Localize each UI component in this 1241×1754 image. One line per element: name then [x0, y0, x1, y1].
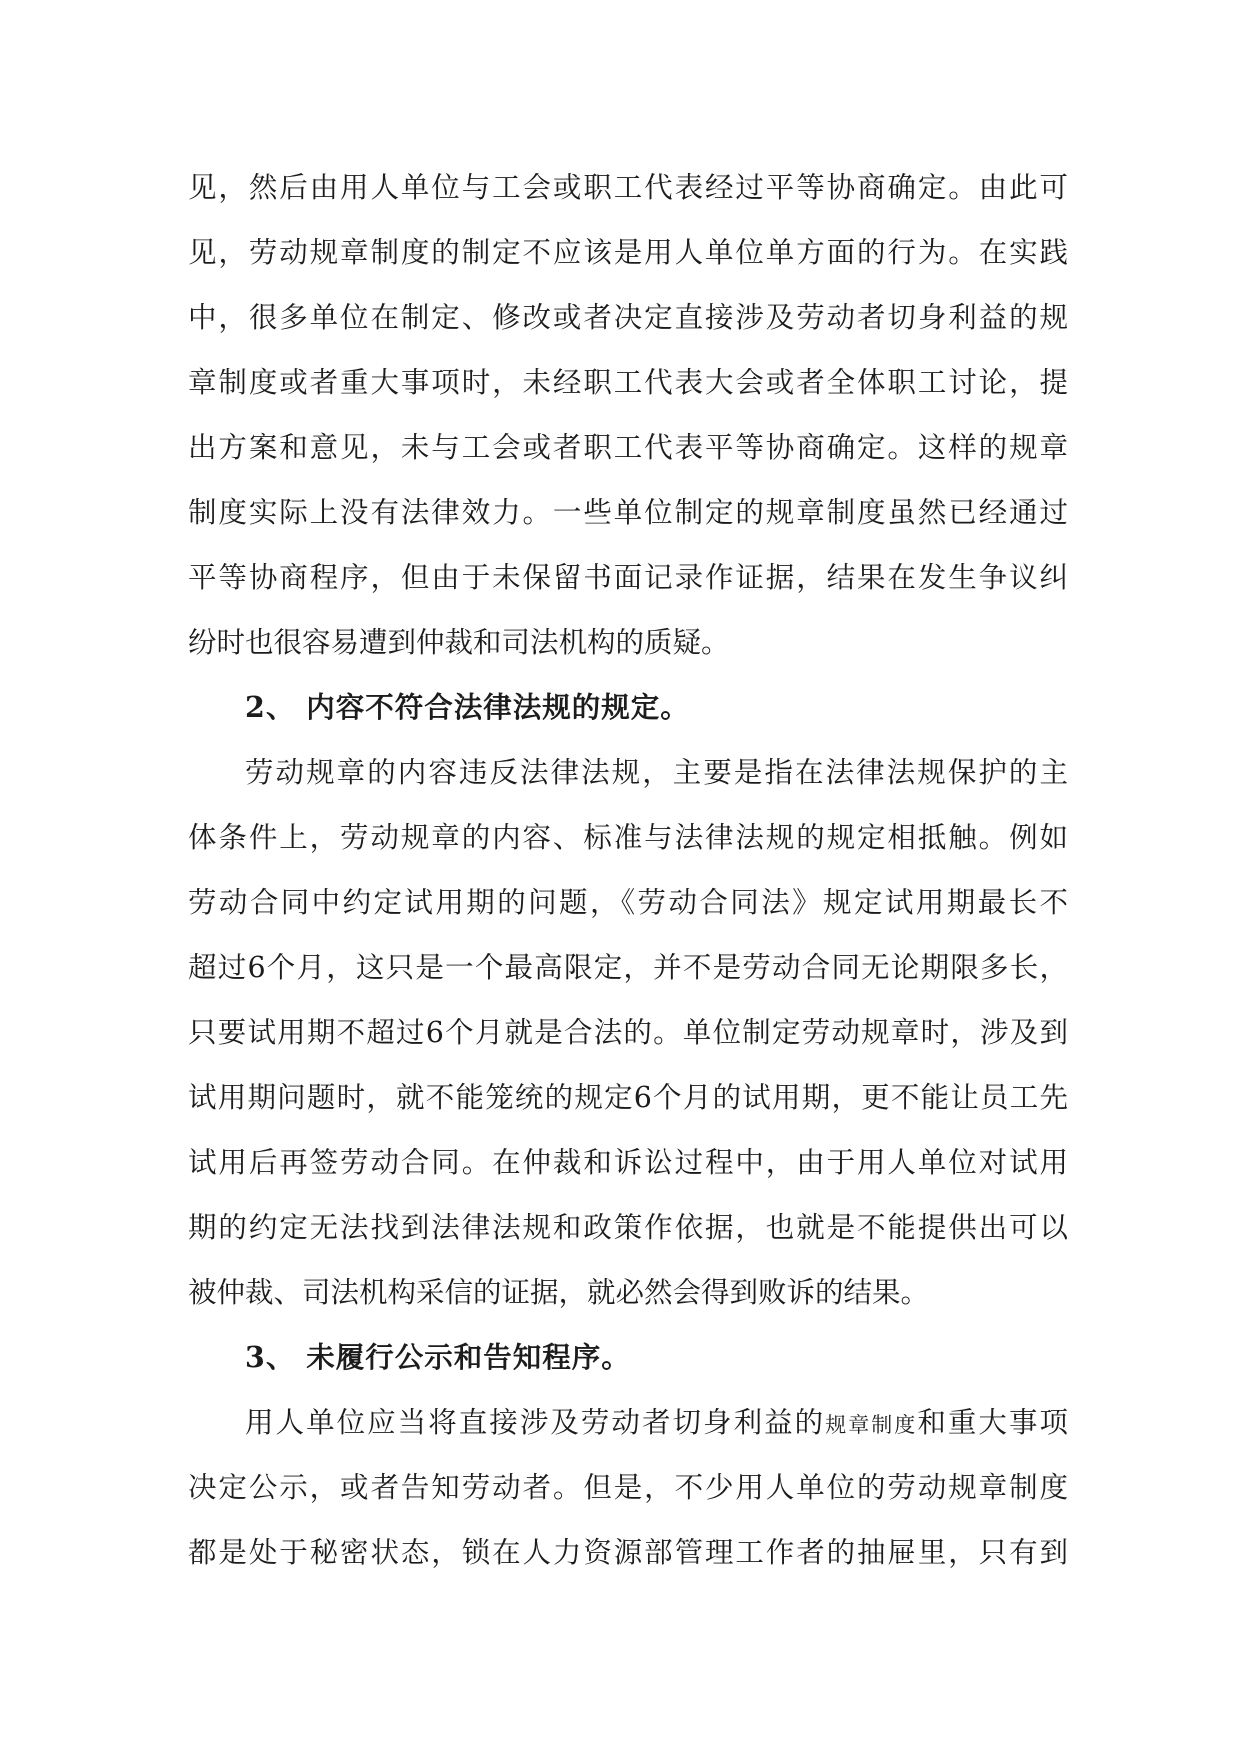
text-line: 见，然后由用人单位与工会或职工代表经过平等协商确定。由此可	[188, 171, 1068, 204]
text-line: 超过6个月，这只是一个最高限定，并不是劳动合同无论期限多长，	[188, 951, 1068, 984]
document-body	[188, 155, 1068, 1585]
small-text-segment: 规章制度	[825, 1413, 918, 1437]
text-line: 都是处于秘密状态，锁在人力资源部管理工作者的抽屉里，只有到	[188, 1536, 1068, 1569]
text-segment: 和重大事项	[917, 1406, 1068, 1439]
text-line: 纷时也很容易遭到仲裁和司法机构的质疑。	[188, 626, 730, 659]
text-line	[188, 1390, 1068, 1455]
text-line: 见，劳动规章制度的制定不应该是用人单位单方面的行为。在实践	[188, 236, 1068, 269]
text-line: 平等协商程序，但由于未保留书面记录作证据，结果在发生争议纠	[188, 561, 1068, 594]
section-heading-2: 2、 内容不符合法律法规的规定。	[245, 690, 690, 724]
text-line: 体条件上，劳动规章的内容、标准与法律法规的规定相抵触。例如	[188, 821, 1068, 854]
text-line: 劳动规章的内容违反法律法规，主要是指在法律法规保护的主	[245, 756, 1068, 789]
text-line: 决定公示，或者告知劳动者。但是，不少用人单位的劳动规章制度	[188, 1471, 1068, 1504]
text-line: 试用后再签劳动合同。在仲裁和诉讼过程中，由于用人单位对试用	[188, 1146, 1068, 1179]
text-line: 只要试用期不超过6个月就是合法的。单位制定劳动规章时，涉及到	[188, 1016, 1068, 1049]
text-line: 被仲裁、司法机构采信的证据，就必然会得到败诉的结果。	[188, 1276, 930, 1309]
text-line: 制度实际上没有法律效力。一些单位制定的规章制度虽然已经通过	[188, 496, 1068, 529]
text-segment: 用人单位应当将直接涉及劳动者切身利益的	[245, 1406, 826, 1439]
text-line: 劳动合同中约定试用期的问题，《劳动合同法》规定试用期最长不	[188, 886, 1068, 919]
text-line: 出方案和意见，未与工会或者职工代表平等协商确定。这样的规章	[188, 431, 1068, 464]
text-line: 试用期问题时，就不能笼统的规定6个月的试用期，更不能让员工先	[188, 1081, 1068, 1114]
section-heading-3: 3、 未履行公示和告知程序。	[245, 1340, 631, 1374]
text-line: 章制度或者重大事项时，未经职工代表大会或者全体职工讨论，提	[188, 366, 1068, 399]
text-line: 中，很多单位在制定、修改或者决定直接涉及劳动者切身利益的规	[188, 301, 1068, 334]
text-line: 期的约定无法找到法律法规和政策作依据，也就是不能提供出可以	[188, 1211, 1068, 1244]
